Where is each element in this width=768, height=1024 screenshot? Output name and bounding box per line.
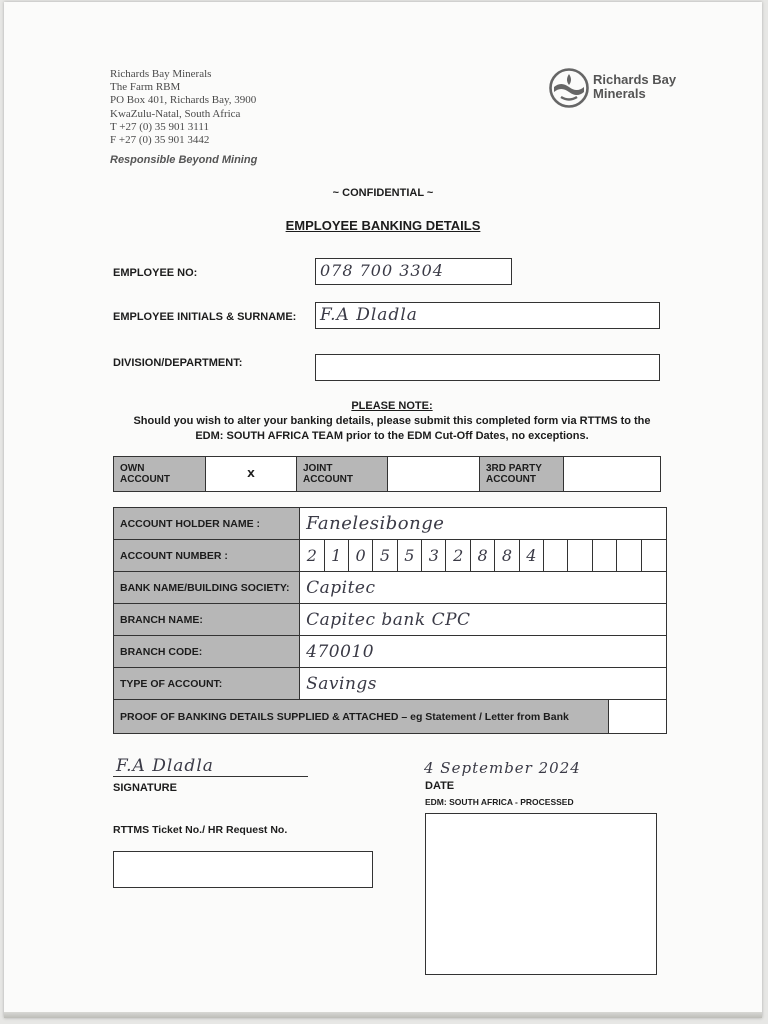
account-type-field[interactable]	[300, 668, 667, 700]
bank-name-field[interactable]	[300, 572, 667, 604]
third-party-account-checkbox[interactable]	[564, 457, 661, 492]
branch-name-label: BRANCH NAME:	[114, 604, 300, 636]
signature-line	[113, 776, 308, 777]
account-digit[interactable]	[593, 540, 617, 571]
address-line: F +27 (0) 35 901 3442	[110, 134, 210, 147]
account-digit[interactable]: 3	[422, 540, 446, 571]
company-logo	[549, 68, 689, 108]
joint-account-label: JOINT ACCOUNT	[297, 457, 388, 492]
account-number-label: ACCOUNT NUMBER :	[114, 540, 300, 572]
address-line: The Farm RBM	[110, 81, 181, 94]
logo-wordmark	[593, 73, 676, 101]
proof-checkbox[interactable]	[609, 700, 667, 734]
branch-code-value: 470010	[306, 641, 375, 662]
logo-line: Minerals	[593, 86, 646, 101]
date-label: DATE	[425, 780, 455, 792]
employee-no-value: 078 700 3304	[320, 261, 444, 280]
date-value: 4 September 2024	[424, 759, 581, 777]
confidential-label: ~ CONFIDENTIAL ~	[332, 187, 434, 199]
bank-name-value: Capitec	[306, 577, 376, 598]
address-line: T +27 (0) 35 901 3111	[110, 120, 209, 133]
account-digit[interactable]	[568, 540, 592, 571]
branch-code-label: BRANCH CODE:	[114, 636, 300, 668]
note-line: EDM: SOUTH AFRICA TEAM prior to the EDM Cut-Off Dates, no exceptions.	[195, 429, 589, 442]
account-type-table	[113, 456, 661, 492]
rbm-logo-icon	[549, 68, 589, 108]
account-digit[interactable]: 0	[349, 540, 373, 571]
company-tagline: Responsible Beyond Mining	[110, 154, 258, 166]
employee-no-label: EMPLOYEE NO:	[113, 267, 198, 279]
address-line: KwaZulu-Natal, South Africa	[110, 107, 241, 120]
company-address	[110, 68, 256, 147]
employee-name-value: F.A Dladla	[320, 305, 418, 325]
note-text	[4, 414, 762, 443]
document-title: EMPLOYEE BANKING DETAILS	[285, 218, 481, 233]
own-account-checkbox[interactable]: X	[206, 457, 297, 492]
bank-details-table	[113, 507, 667, 700]
account-holder-field[interactable]	[300, 508, 667, 540]
account-digit[interactable]: 8	[471, 540, 495, 571]
account-number-digits	[300, 540, 666, 571]
ticket-field[interactable]	[113, 851, 373, 888]
account-type-value: Savings	[306, 673, 378, 694]
account-digit[interactable]	[544, 540, 568, 571]
third-party-account-label: 3RD PARTY ACCOUNT	[480, 457, 564, 492]
own-account-label: OWN ACCOUNT	[114, 457, 206, 492]
employee-name-label: EMPLOYEE INITIALS & SURNAME:	[113, 311, 297, 323]
note-line: Should you wish to alter your banking details, please submit this completed form via RTTMS to the	[133, 415, 651, 427]
branch-name-field[interactable]	[300, 604, 667, 636]
proof-table	[113, 699, 667, 734]
ticket-label: RTTMS Ticket No./ HR Request No.	[113, 824, 288, 836]
logo-line: Richards Bay	[593, 72, 677, 87]
account-holder-value: Fanelesibonge	[306, 513, 445, 534]
account-digit[interactable]: 2	[446, 540, 470, 571]
address-line: Richards Bay Minerals	[110, 68, 212, 80]
account-digit[interactable]: 1	[325, 540, 349, 571]
note-heading: PLEASE NOTE:	[351, 400, 433, 412]
processed-label: EDM: SOUTH AFRICA - PROCESSED	[425, 797, 574, 807]
bank-name-label: BANK NAME/BUILDING SOCIETY:	[114, 572, 300, 604]
form-page	[4, 2, 762, 1018]
account-holder-label: ACCOUNT HOLDER NAME :	[114, 508, 300, 540]
proof-label: PROOF OF BANKING DETAILS SUPPLIED & ATTACHED – eg Statement / Letter from Bank	[114, 700, 609, 734]
employee-no-field[interactable]	[315, 258, 512, 285]
joint-account-checkbox[interactable]	[388, 457, 480, 492]
branch-code-field[interactable]	[300, 636, 667, 668]
account-digit[interactable]	[617, 540, 641, 571]
account-type-label: TYPE OF ACCOUNT:	[114, 668, 300, 700]
account-digit[interactable]	[642, 540, 666, 571]
signature-value: F.A Dladla	[116, 756, 214, 776]
division-field[interactable]	[315, 354, 660, 381]
branch-name-value: Capitec bank CPC	[306, 609, 471, 630]
account-digit[interactable]: 8	[495, 540, 519, 571]
account-digit[interactable]: 2	[300, 540, 324, 571]
account-digit[interactable]: 5	[398, 540, 422, 571]
account-digit[interactable]: 5	[373, 540, 397, 571]
signature-label: SIGNATURE	[113, 782, 177, 794]
address-line: PO Box 401, Richards Bay, 3900	[110, 94, 257, 107]
page-bottom-edge	[4, 1012, 762, 1018]
account-digit[interactable]: 4	[520, 540, 544, 571]
division-label: DIVISION/DEPARTMENT:	[113, 357, 243, 369]
account-number-field[interactable]	[300, 540, 667, 572]
employee-name-field[interactable]	[315, 302, 660, 329]
processed-stamp-box[interactable]	[425, 813, 657, 975]
